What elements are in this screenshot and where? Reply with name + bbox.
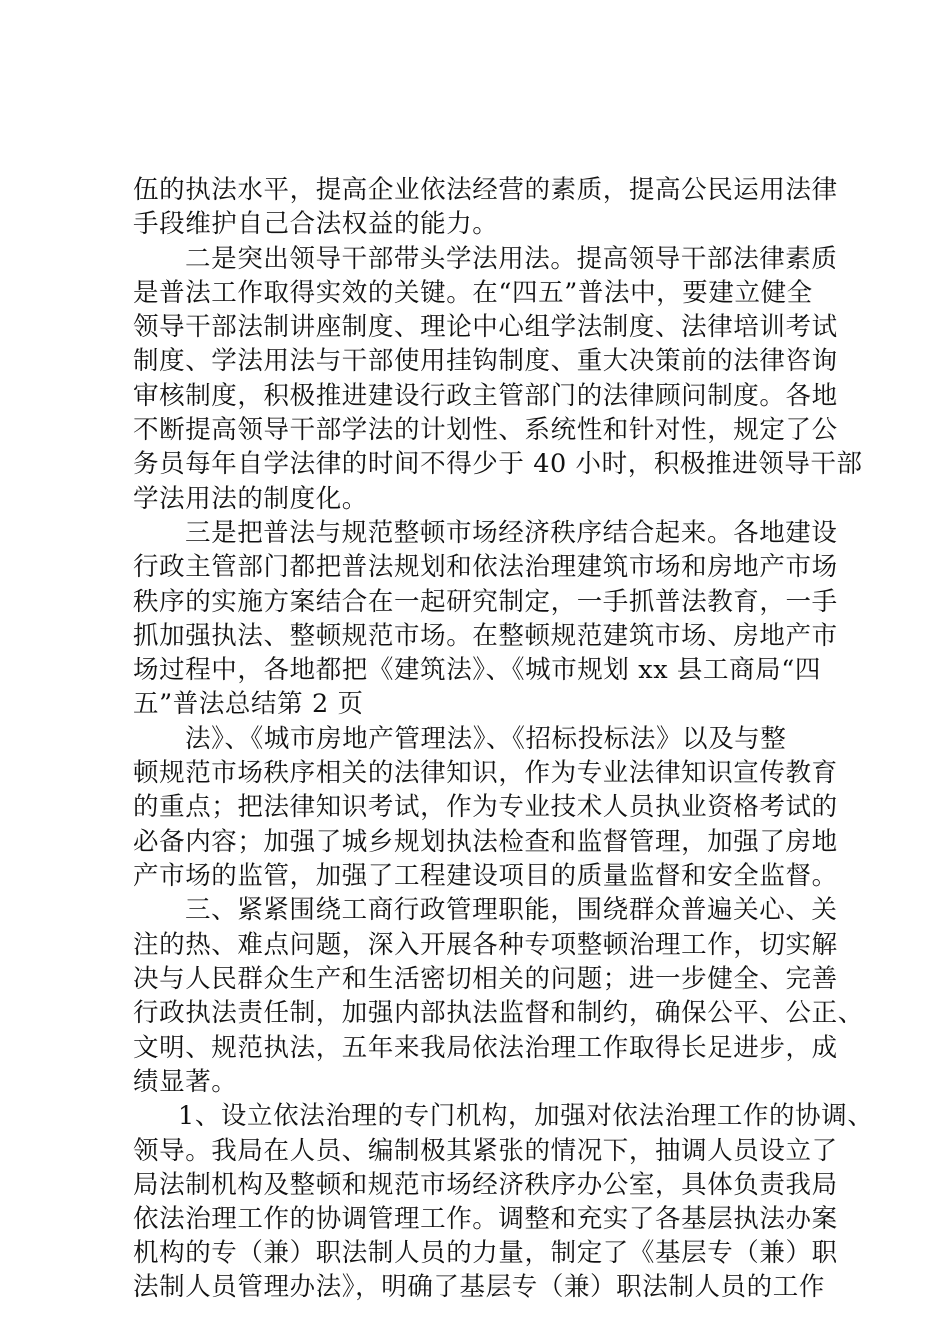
body-text-line: 绩显著。 xyxy=(133,1067,238,1097)
paragraph-first-line: 法》、《城市房地产管理法》、《招标投标法》以及与整 xyxy=(185,724,787,754)
body-text-line: 制度、学法用法与干部使用挂钩制度、重大决策前的法律咨询 xyxy=(133,346,838,376)
body-text-line: 务员每年自学法律的时间不得少于 40 小时，积极推进领导干部 xyxy=(133,449,863,479)
body-text-line: 局法制机构及整顿和规范市场经济秩序办公室，具体负责我局 xyxy=(133,1170,838,1200)
paragraph-first-line: 二是突出领导干部带头学法用法。提高领导干部法律素质 xyxy=(185,244,838,274)
body-text-line: 抓加强执法、整顿规范市场。在整顿规范建筑市场、房地产市 xyxy=(133,621,838,651)
body-text-line: 决与人民群众生产和生活密切相关的问题；进一步健全、完善 xyxy=(133,964,838,994)
body-text-line: 机构的专（兼）职法制人员的力量，制定了《基层专（兼）职 xyxy=(133,1238,838,1268)
body-text-line: 法制人员管理办法》，明确了基层专（兼）职法制人员的工作 xyxy=(133,1272,825,1302)
body-text-line: 行政执法责任制，加强内部执法监督和制约，确保公平、公正、 xyxy=(133,998,864,1028)
body-text-line: 审核制度，积极推进建设行政主管部门的法律顾问制度。各地 xyxy=(133,381,838,411)
body-text-line: 领导。我局在人员、编制极其紧张的情况下，抽调人员设立了 xyxy=(133,1136,838,1166)
body-text-line: 产市场的监管，加强了工程建设项目的质量监督和安全监督。 xyxy=(133,861,838,891)
body-text-line: 领导干部法制讲座制度、理论中心组学法制度、法律培训考试 xyxy=(133,312,838,342)
paragraph-first-line: 三、紧紧围绕工商行政管理职能，围绕群众普遍关心、关 xyxy=(185,895,838,925)
body-text-line: 顿规范市场秩序相关的法律知识，作为专业法律知识宣传教育 xyxy=(133,758,838,788)
body-text-line: 文明、规范执法，五年来我局依法治理工作取得长足进步，成 xyxy=(133,1033,838,1063)
body-text-line: 五”普法总结第 2 页 xyxy=(133,689,364,719)
body-text-line: 的重点；把法律知识考试，作为专业技术人员执业资格考试的 xyxy=(133,792,838,822)
body-text-line: 必备内容；加强了城乡规划执法检查和监督管理，加强了房地 xyxy=(133,827,838,857)
body-text-line: 学法用法的制度化。 xyxy=(133,484,368,514)
paragraph-first-line: 1、设立依法治理的专门机构，加强对依法治理工作的协调、 xyxy=(178,1101,874,1131)
body-text-line: 依法治理工作的协调管理工作。调整和充实了各基层执法办案 xyxy=(133,1204,838,1234)
body-text-line: 行政主管部门都把普法规划和依法治理建筑市场和房地产市场 xyxy=(133,552,838,582)
paragraph-first-line: 三是把普法与规范整顿市场经济秩序结合起来。各地建设 xyxy=(185,518,838,548)
body-text-line: 秩序的实施方案结合在一起研究制定，一手抓普法教育，一手 xyxy=(133,587,838,617)
body-text-line: 是普法工作取得实效的关键。在“四五”普法中，要建立健全 xyxy=(133,278,813,308)
body-text-line: 伍的执法水平，提高企业依法经营的素质，提高公民运用法律 xyxy=(133,175,838,205)
body-text-line: 注的热、难点问题，深入开展各种专项整顿治理工作，切实解 xyxy=(133,930,838,960)
body-text-line: 场过程中，各地都把《建筑法》、《城市规划 xx 县工商局“四 xyxy=(133,655,822,685)
body-text-line: 手段维护自己合法权益的能力。 xyxy=(133,209,499,239)
body-text-line: 不断提高领导干部学法的计划性、系统性和针对性，规定了公 xyxy=(133,415,838,445)
